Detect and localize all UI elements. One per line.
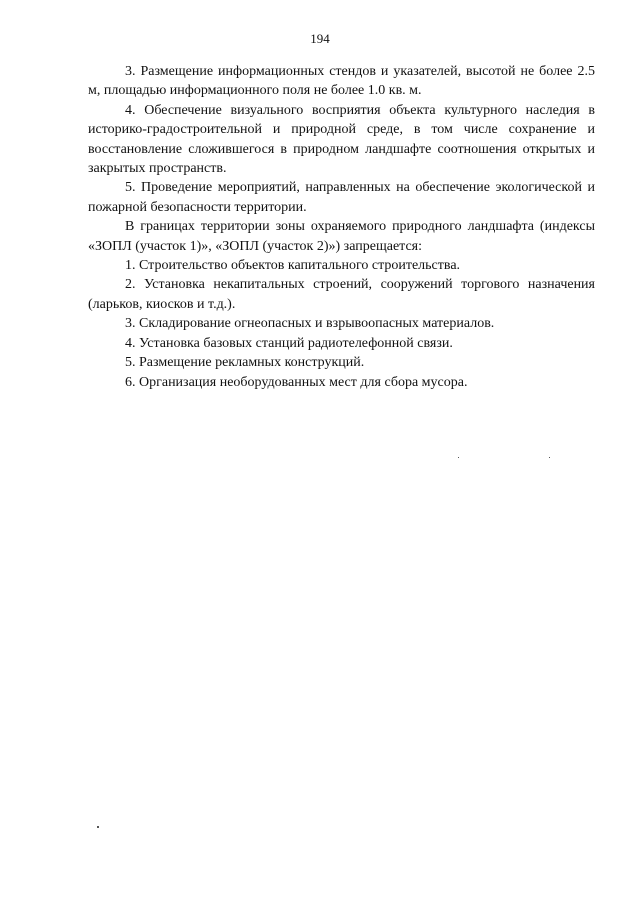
list-item-capital-construction: 1. Строительство объектов капитального строительства. [125, 258, 461, 274]
document-body [88, 62, 595, 392]
paragraph-safety-measures: 5. Проведение мероприятий, направленных на обеспечение экологической и пожарной безопасности территории. [88, 180, 595, 215]
paragraph-visual-perception: 4. Обеспечение визуального восприятия объекта культурного наследия в историко-градостроительной и природной среде, в том числе сохранение и восстановление сложившегося в природном ландшафте соотношения открытых и закрытых пространств. [88, 102, 595, 177]
paragraph-zone-restrictions-intro: В границах территории зоны охраняемого природного ландшафта (индексы «ЗОПЛ (участок 1)», «ЗОПЛ (участок 2)») запрещается: [88, 219, 595, 254]
list-item-advertising: 5. Размещение рекламных конструкций. [125, 355, 365, 371]
scan-speck [97, 826, 99, 828]
list-item-waste-sites: 6. Организация необорудованных мест для сбора мусора. [125, 374, 468, 390]
list-item-base-stations: 4. Установка базовых станций радиотелефонной связи. [125, 335, 453, 351]
scan-speck [458, 457, 459, 458]
scan-speck [549, 457, 550, 458]
paragraph-info-stands: 3. Размещение информационных стендов и указателей, высотой не более 2.5 м, площадью информационного поля не более 1.0 кв. м. [88, 64, 595, 99]
list-item-non-capital-structures: 2. Установка некапитальных строений, сооружений торгового назначения (ларьков, киосков и т.д.). [88, 277, 595, 312]
page-number: 194 [310, 31, 330, 46]
list-item-hazardous-storage: 3. Складирование огнеопасных и взрывоопасных материалов. [125, 316, 495, 332]
